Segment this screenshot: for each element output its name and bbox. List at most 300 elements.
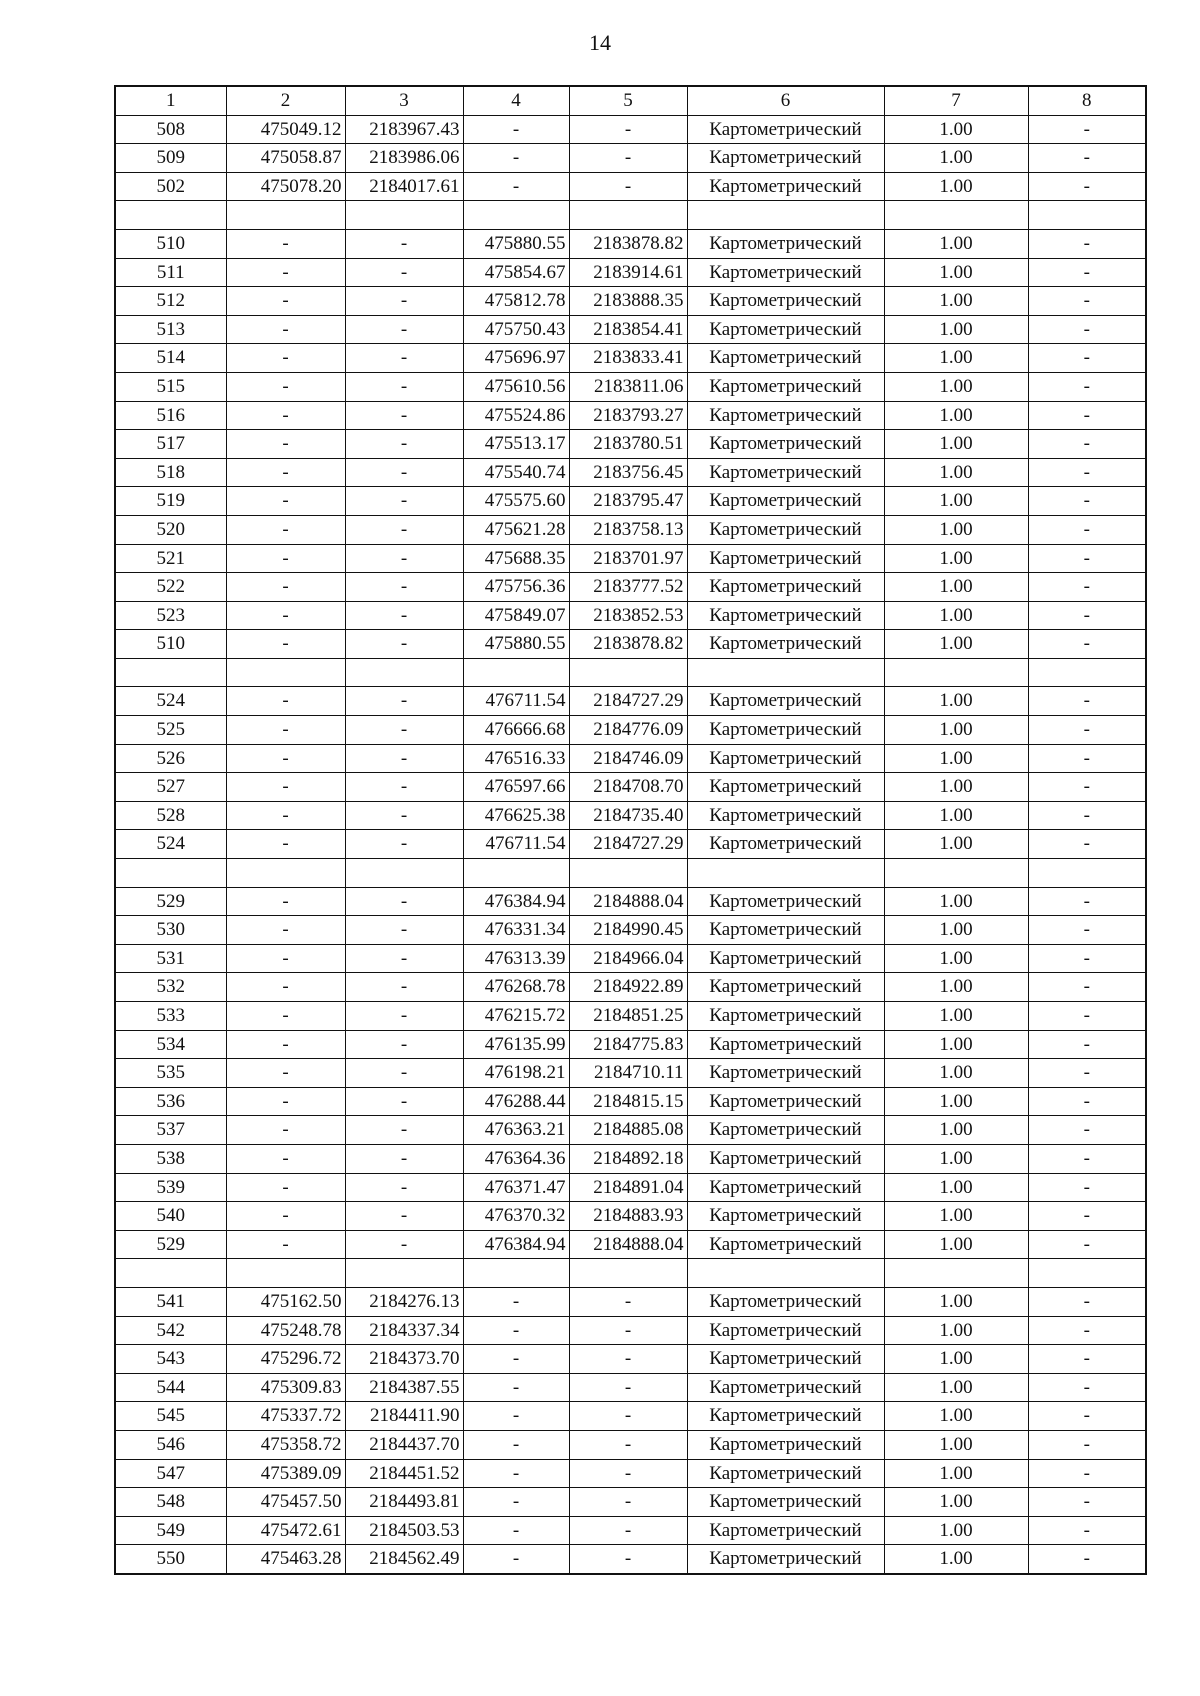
cell-col-4: 476666.68 (463, 716, 569, 745)
cell-col-4: - (463, 1430, 569, 1459)
cell-col-7: 1.00 (884, 144, 1028, 173)
cell-col-5: 2184727.29 (569, 687, 687, 716)
cell-col-6: Картометрический (687, 1173, 884, 1202)
cell-col-5: 2183878.82 (569, 229, 687, 258)
cell-col-7: 1.00 (884, 172, 1028, 201)
cell-col-6: Картометрический (687, 487, 884, 516)
cell-col-2: - (226, 487, 345, 516)
cell-col-8: - (1028, 1488, 1146, 1517)
cell-col-1: 509 (115, 144, 226, 173)
cell-col-5: 2184710.11 (569, 1059, 687, 1088)
cell-col-7: 1.00 (884, 1230, 1028, 1259)
cell-col-3: - (345, 401, 463, 430)
cell-col-8: - (1028, 1402, 1146, 1431)
cell-col-6: Картометрический (687, 916, 884, 945)
cell-col-8: - (1028, 1059, 1146, 1088)
cell-col-7: 1.00 (884, 315, 1028, 344)
cell-col-2: - (226, 344, 345, 373)
cell-col-7: 1.00 (884, 1516, 1028, 1545)
cell-col-1: 532 (115, 973, 226, 1002)
cell-col-4: 475849.07 (463, 601, 569, 630)
cell-col-5: 2183793.27 (569, 401, 687, 430)
cell-col-1: 502 (115, 172, 226, 201)
table-row (115, 1316, 1146, 1345)
cell-col-5: 2184708.70 (569, 773, 687, 802)
cell-col-4: 476363.21 (463, 1116, 569, 1145)
cell-col-2: - (226, 830, 345, 859)
cell-col-4: - (463, 144, 569, 173)
table-row (115, 1516, 1146, 1545)
cell-col-2: - (226, 315, 345, 344)
cell-col-7: 1.00 (884, 401, 1028, 430)
table-row (115, 458, 1146, 487)
cell-col-6: Картометрический (687, 258, 884, 287)
empty-cell (345, 859, 463, 888)
cell-col-7: 1.00 (884, 430, 1028, 459)
cell-col-2: - (226, 916, 345, 945)
table-header-row (115, 86, 1146, 115)
header-cell-2: 2 (226, 86, 345, 115)
cell-col-1: 527 (115, 773, 226, 802)
cell-col-8: - (1028, 573, 1146, 602)
cell-col-7: 1.00 (884, 258, 1028, 287)
cell-col-2: - (226, 1059, 345, 1088)
cell-col-6: Картометрический (687, 830, 884, 859)
cell-col-6: Картометрический (687, 1516, 884, 1545)
cell-col-8: - (1028, 1345, 1146, 1374)
cell-col-1: 520 (115, 515, 226, 544)
cell-col-1: 535 (115, 1059, 226, 1088)
table-row (115, 687, 1146, 716)
cell-col-4: 476384.94 (463, 887, 569, 916)
table-row (115, 1202, 1146, 1231)
cell-col-3: 2184493.81 (345, 1488, 463, 1517)
cell-col-8: - (1028, 887, 1146, 916)
cell-col-5: 2184746.09 (569, 744, 687, 773)
cell-col-8: - (1028, 1373, 1146, 1402)
cell-col-2: 475058.87 (226, 144, 345, 173)
cell-col-1: 530 (115, 916, 226, 945)
table-row (115, 1230, 1146, 1259)
table-row (115, 487, 1146, 516)
cell-col-3: 2184337.34 (345, 1316, 463, 1345)
cell-col-3: 2184411.90 (345, 1402, 463, 1431)
cell-col-2: - (226, 458, 345, 487)
empty-cell (569, 1259, 687, 1288)
table-row (115, 630, 1146, 659)
cell-col-4: 475880.55 (463, 630, 569, 659)
table-row (115, 1173, 1146, 1202)
cell-col-5: - (569, 1287, 687, 1316)
cell-col-8: - (1028, 1430, 1146, 1459)
cell-col-2: - (226, 687, 345, 716)
table-row (115, 1087, 1146, 1116)
cell-col-3: - (345, 944, 463, 973)
cell-col-7: 1.00 (884, 344, 1028, 373)
cell-col-7: 1.00 (884, 1144, 1028, 1173)
cell-col-3: - (345, 830, 463, 859)
cell-col-3: 2184503.53 (345, 1516, 463, 1545)
cell-col-1: 513 (115, 315, 226, 344)
cell-col-6: Картометрический (687, 1116, 884, 1145)
cell-col-1: 539 (115, 1173, 226, 1202)
cell-col-5: 2183795.47 (569, 487, 687, 516)
cell-col-3: - (345, 430, 463, 459)
cell-col-6: Картометрический (687, 401, 884, 430)
empty-cell (463, 1259, 569, 1288)
table-row (115, 515, 1146, 544)
cell-col-7: 1.00 (884, 1459, 1028, 1488)
cell-col-8: - (1028, 1230, 1146, 1259)
cell-col-2: - (226, 773, 345, 802)
cell-col-5: 2183888.35 (569, 287, 687, 316)
header-cell-8: 8 (1028, 86, 1146, 115)
cell-col-5: 2184922.89 (569, 973, 687, 1002)
cell-col-3: - (345, 973, 463, 1002)
table-row (115, 801, 1146, 830)
cell-col-5: 2184775.83 (569, 1030, 687, 1059)
cell-col-7: 1.00 (884, 372, 1028, 401)
cell-col-6: Картометрический (687, 1430, 884, 1459)
cell-col-2: 475337.72 (226, 1402, 345, 1431)
cell-col-2: 475358.72 (226, 1430, 345, 1459)
cell-col-3: - (345, 1059, 463, 1088)
cell-col-7: 1.00 (884, 1373, 1028, 1402)
cell-col-7: 1.00 (884, 973, 1028, 1002)
cell-col-6: Картометрический (687, 515, 884, 544)
empty-cell (115, 201, 226, 230)
empty-cell (884, 201, 1028, 230)
table-row (115, 1287, 1146, 1316)
cell-col-4: 476711.54 (463, 687, 569, 716)
cell-col-2: - (226, 258, 345, 287)
cell-col-7: 1.00 (884, 916, 1028, 945)
cell-col-4: 475621.28 (463, 515, 569, 544)
table-row (115, 544, 1146, 573)
cell-col-5: 2183758.13 (569, 515, 687, 544)
table-row (115, 372, 1146, 401)
empty-cell (569, 859, 687, 888)
cell-col-2: 475463.28 (226, 1545, 345, 1574)
cell-col-8: - (1028, 1545, 1146, 1574)
cell-col-7: 1.00 (884, 515, 1028, 544)
cell-col-6: Картометрический (687, 1545, 884, 1574)
cell-col-4: - (463, 1459, 569, 1488)
cell-col-2: 475309.83 (226, 1373, 345, 1402)
empty-cell (687, 658, 884, 687)
cell-col-5: 2184883.93 (569, 1202, 687, 1231)
table-body (115, 115, 1146, 1574)
header-cell-5: 5 (569, 86, 687, 115)
cell-col-6: Картометрический (687, 801, 884, 830)
cell-col-6: Картометрический (687, 1373, 884, 1402)
cell-col-1: 521 (115, 544, 226, 573)
table-row (115, 401, 1146, 430)
cell-col-8: - (1028, 344, 1146, 373)
cell-col-8: - (1028, 315, 1146, 344)
header-cell-1: 1 (115, 86, 226, 115)
cell-col-6: Картометрический (687, 287, 884, 316)
empty-cell (345, 658, 463, 687)
cell-col-2: - (226, 744, 345, 773)
table-row (115, 916, 1146, 945)
header-cell-6: 6 (687, 86, 884, 115)
cell-col-7: 1.00 (884, 1002, 1028, 1031)
cell-col-6: Картометрический (687, 1316, 884, 1345)
cell-col-7: 1.00 (884, 1173, 1028, 1202)
cell-col-5: - (569, 1459, 687, 1488)
cell-col-5: 2184776.09 (569, 716, 687, 745)
cell-col-6: Картометрический (687, 115, 884, 144)
empty-cell (345, 201, 463, 230)
cell-col-1: 533 (115, 1002, 226, 1031)
cell-col-4: 475854.67 (463, 258, 569, 287)
cell-col-3: 2184387.55 (345, 1373, 463, 1402)
cell-col-2: 475162.50 (226, 1287, 345, 1316)
table-row (115, 1488, 1146, 1517)
cell-col-5: 2184891.04 (569, 1173, 687, 1202)
cell-col-5: 2183780.51 (569, 430, 687, 459)
cell-col-5: - (569, 1516, 687, 1545)
table-row (115, 430, 1146, 459)
cell-col-4: 476198.21 (463, 1059, 569, 1088)
cell-col-4: 476364.36 (463, 1144, 569, 1173)
cell-col-2: - (226, 601, 345, 630)
cell-col-8: - (1028, 1116, 1146, 1145)
cell-col-1: 538 (115, 1144, 226, 1173)
table-row (115, 258, 1146, 287)
cell-col-7: 1.00 (884, 1287, 1028, 1316)
cell-col-4: 476288.44 (463, 1087, 569, 1116)
cell-col-7: 1.00 (884, 630, 1028, 659)
cell-col-2: - (226, 944, 345, 973)
empty-cell (1028, 1259, 1146, 1288)
cell-col-8: - (1028, 944, 1146, 973)
cell-col-7: 1.00 (884, 830, 1028, 859)
cell-col-6: Картометрический (687, 1144, 884, 1173)
cell-col-7: 1.00 (884, 1545, 1028, 1574)
cell-col-1: 516 (115, 401, 226, 430)
table-row (115, 344, 1146, 373)
table-row (115, 773, 1146, 802)
cell-col-1: 549 (115, 1516, 226, 1545)
cell-col-8: - (1028, 973, 1146, 1002)
cell-col-1: 543 (115, 1345, 226, 1374)
cell-col-2: - (226, 287, 345, 316)
empty-cell (569, 658, 687, 687)
empty-cell (884, 658, 1028, 687)
cell-col-2: - (226, 515, 345, 544)
table-row (115, 172, 1146, 201)
cell-col-8: - (1028, 773, 1146, 802)
cell-col-1: 542 (115, 1316, 226, 1345)
cell-col-8: - (1028, 1144, 1146, 1173)
cell-col-7: 1.00 (884, 744, 1028, 773)
cell-col-4: 475756.36 (463, 573, 569, 602)
cell-col-2: - (226, 1116, 345, 1145)
table-row (115, 973, 1146, 1002)
cell-col-7: 1.00 (884, 1030, 1028, 1059)
cell-col-1: 546 (115, 1430, 226, 1459)
cell-col-3: - (345, 801, 463, 830)
separator-row (115, 1259, 1146, 1288)
cell-col-8: - (1028, 430, 1146, 459)
cell-col-7: 1.00 (884, 115, 1028, 144)
cell-col-5: - (569, 115, 687, 144)
cell-col-4: 476215.72 (463, 1002, 569, 1031)
table-row (115, 1459, 1146, 1488)
cell-col-3: - (345, 573, 463, 602)
cell-col-6: Картометрический (687, 1030, 884, 1059)
cell-col-5: 2184990.45 (569, 916, 687, 945)
cell-col-7: 1.00 (884, 487, 1028, 516)
cell-col-8: - (1028, 458, 1146, 487)
cell-col-2: - (226, 544, 345, 573)
cell-col-8: - (1028, 515, 1146, 544)
cell-col-7: 1.00 (884, 1087, 1028, 1116)
cell-col-3: - (345, 630, 463, 659)
cell-col-4: - (463, 1488, 569, 1517)
empty-cell (463, 859, 569, 888)
cell-col-4: 476516.33 (463, 744, 569, 773)
table-row (115, 1002, 1146, 1031)
empty-cell (687, 859, 884, 888)
cell-col-5: - (569, 1488, 687, 1517)
empty-cell (1028, 658, 1146, 687)
cell-col-3: - (345, 515, 463, 544)
table-row (115, 315, 1146, 344)
cell-col-3: - (345, 1087, 463, 1116)
cell-col-1: 544 (115, 1373, 226, 1402)
cell-col-6: Картометрический (687, 1287, 884, 1316)
cell-col-3: - (345, 1202, 463, 1231)
table-row (115, 944, 1146, 973)
cell-col-3: - (345, 601, 463, 630)
cell-col-1: 536 (115, 1087, 226, 1116)
cell-col-3: - (345, 1116, 463, 1145)
cell-col-2: - (226, 401, 345, 430)
empty-cell (115, 658, 226, 687)
cell-col-3: - (345, 372, 463, 401)
cell-col-1: 508 (115, 115, 226, 144)
empty-cell (1028, 201, 1146, 230)
separator-row (115, 859, 1146, 888)
table-row (115, 716, 1146, 745)
cell-col-6: Картометрический (687, 458, 884, 487)
cell-col-7: 1.00 (884, 944, 1028, 973)
empty-cell (345, 1259, 463, 1288)
cell-col-7: 1.00 (884, 1488, 1028, 1517)
cell-col-3: 2184373.70 (345, 1345, 463, 1374)
cell-col-2: 475248.78 (226, 1316, 345, 1345)
empty-cell (463, 201, 569, 230)
cell-col-4: 476370.32 (463, 1202, 569, 1231)
cell-col-4: - (463, 172, 569, 201)
cell-col-3: 2183986.06 (345, 144, 463, 173)
cell-col-4: 476268.78 (463, 973, 569, 1002)
header-cell-7: 7 (884, 86, 1028, 115)
cell-col-3: - (345, 1144, 463, 1173)
cell-col-6: Картометрический (687, 887, 884, 916)
empty-cell (1028, 859, 1146, 888)
cell-col-8: - (1028, 1173, 1146, 1202)
cell-col-4: - (463, 1316, 569, 1345)
cell-col-8: - (1028, 115, 1146, 144)
cell-col-8: - (1028, 172, 1146, 201)
cell-col-6: Картометрический (687, 1202, 884, 1231)
cell-col-5: 2183701.97 (569, 544, 687, 573)
cell-col-1: 515 (115, 372, 226, 401)
cell-col-1: 524 (115, 687, 226, 716)
cell-col-3: - (345, 1173, 463, 1202)
cell-col-8: - (1028, 487, 1146, 516)
table-row (115, 1144, 1146, 1173)
cell-col-4: - (463, 115, 569, 144)
cell-col-3: - (345, 1230, 463, 1259)
separator-row (115, 201, 1146, 230)
cell-col-2: - (226, 1002, 345, 1031)
cell-col-6: Картометрический (687, 1345, 884, 1374)
cell-col-7: 1.00 (884, 1430, 1028, 1459)
cell-col-5: - (569, 1373, 687, 1402)
cell-col-8: - (1028, 1087, 1146, 1116)
cell-col-8: - (1028, 916, 1146, 945)
cell-col-5: - (569, 1430, 687, 1459)
cell-col-8: - (1028, 830, 1146, 859)
cell-col-5: 2184727.29 (569, 830, 687, 859)
cell-col-8: - (1028, 144, 1146, 173)
table-row (115, 601, 1146, 630)
cell-col-1: 519 (115, 487, 226, 516)
cell-col-2: - (226, 1202, 345, 1231)
empty-cell (226, 658, 345, 687)
cell-col-7: 1.00 (884, 1202, 1028, 1231)
cell-col-4: 475880.55 (463, 229, 569, 258)
empty-cell (226, 201, 345, 230)
cell-col-3: 2184437.70 (345, 1430, 463, 1459)
separator-row (115, 658, 1146, 687)
cell-col-6: Картометрический (687, 315, 884, 344)
table-row (115, 1059, 1146, 1088)
cell-col-2: - (226, 1087, 345, 1116)
cell-col-7: 1.00 (884, 1116, 1028, 1145)
cell-col-8: - (1028, 287, 1146, 316)
cell-col-6: Картометрический (687, 716, 884, 745)
cell-col-2: - (226, 1144, 345, 1173)
table-row (115, 144, 1146, 173)
header-cell-4: 4 (463, 86, 569, 115)
cell-col-5: 2183878.82 (569, 630, 687, 659)
cell-col-7: 1.00 (884, 773, 1028, 802)
cell-col-8: - (1028, 630, 1146, 659)
cell-col-8: - (1028, 1316, 1146, 1345)
cell-col-8: - (1028, 1287, 1146, 1316)
cell-col-1: 524 (115, 830, 226, 859)
cell-col-3: - (345, 687, 463, 716)
cell-col-8: - (1028, 744, 1146, 773)
header-cell-3: 3 (345, 86, 463, 115)
cell-col-8: - (1028, 1030, 1146, 1059)
cell-col-4: 476384.94 (463, 1230, 569, 1259)
cell-col-5: 2183854.41 (569, 315, 687, 344)
cell-col-3: - (345, 773, 463, 802)
cell-col-2: 475296.72 (226, 1345, 345, 1374)
cell-col-4: 476135.99 (463, 1030, 569, 1059)
cell-col-6: Картометрический (687, 1002, 884, 1031)
cell-col-3: - (345, 544, 463, 573)
cell-col-4: - (463, 1287, 569, 1316)
empty-cell (687, 201, 884, 230)
